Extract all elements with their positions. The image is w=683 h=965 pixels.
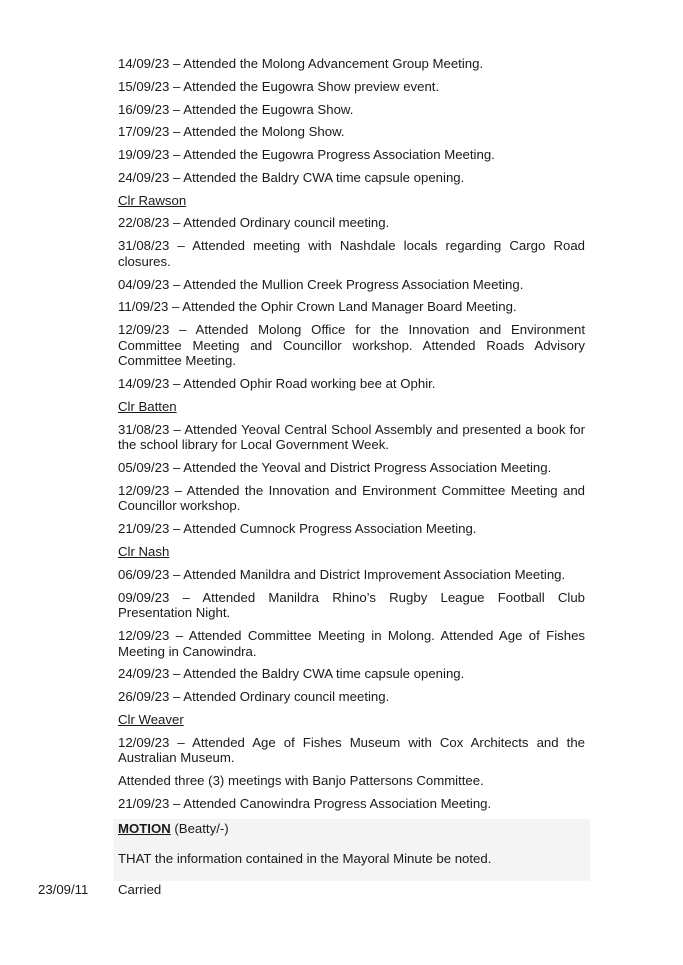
activity-entry: 26/09/23 – Attended Ordinary council meeting. [118,689,390,705]
activity-entry: 12/09/23 – Attended Molong Office for the Innovation and Environment Committee Meeting and Councillor workshop. Attended Roads Advisory Committee Meeting. [118,322,585,369]
activity-entry: 04/09/23 – Attended the Mullion Creek Progress Association Meeting. [118,276,524,292]
motion-label: MOTION [118,820,171,836]
activity-entry: 11/09/23 – Attended the Ophir Crown Land Manager Board Meeting. [118,299,517,315]
activity-entry: 14/09/23 – Attended the Molong Advancement Group Meeting. [118,56,484,71]
activity-entry: 19/09/23 – Attended the Eugowra Progress Association Meeting. [118,147,495,163]
activity-entry: 15/09/23 – Attended the Eugowra Show preview event. [118,78,440,94]
councillor-heading: Clr Batten [118,398,177,414]
motion-heading [118,821,585,837]
activity-entry: 21/09/23 – Attended Cumnock Progress Association Meeting. [118,521,477,537]
activity-entry: 12/09/23 – Attended Committee Meeting in Molong. Attended Age of Fishes Meeting in Canowindra. [118,627,585,659]
activity-entry: 14/09/23 – Attended Ophir Road working bee at Ophir. [118,376,436,392]
councillor-heading: Clr Rawson [118,192,187,208]
activity-entry: 17/09/23 – Attended the Molong Show. [118,124,345,140]
councillor-heading: Clr Weaver [118,711,184,727]
activity-entry: 12/09/23 – Attended Age of Fishes Museum with Cox Architects and the Australian Museum. [118,734,585,766]
activity-entry: 05/09/23 – Attended the Yeoval and District Progress Association Meeting. [118,460,552,476]
motion-text: THAT the information contained in the Mayoral Minute be noted. [118,851,492,867]
motion-mover: (Beatty/-) [170,820,229,836]
activity-entry: 22/08/23 – Attended Ordinary council meeting. [118,215,390,231]
councillor-heading: Clr Nash [118,544,170,560]
report-body [118,56,585,881]
motion-block [113,819,590,881]
activity-entry: 06/09/23 – Attended Manildra and District Improvement Association Meeting. [118,566,566,582]
activity-entry: 31/08/23 – Attended meeting with Nashdale locals regarding Cargo Road closures. [118,238,585,269]
activity-entry: Attended three (3) meetings with Banjo Pattersons Committee. [118,773,484,789]
activity-entry: 24/09/23 – Attended the Baldry CWA time capsule opening. [118,666,465,682]
activity-entry: 09/09/23 – Attended Manildra Rhino’s Rugby League Football Club Presentation Night. [118,589,585,621]
activity-entry: 12/09/23 – Attended the Innovation and Environment Committee Meeting and Councillor workshop. [118,482,585,514]
activity-entry: 21/09/23 – Attended Canowindra Progress Association Meeting. [118,795,492,811]
activity-entry: 31/08/23 – Attended Yeoval Central School Assembly and presented a book for the school library for Local Government Week. [118,421,585,453]
activity-entry: 24/09/23 – Attended the Baldry CWA time capsule opening. [118,169,465,185]
activity-entry: 16/09/23 – Attended the Eugowra Show. [118,101,354,117]
activity-list [118,56,585,811]
resolution-outcome: Carried [118,882,162,897]
resolution-number: 23/09/11 [38,882,89,897]
